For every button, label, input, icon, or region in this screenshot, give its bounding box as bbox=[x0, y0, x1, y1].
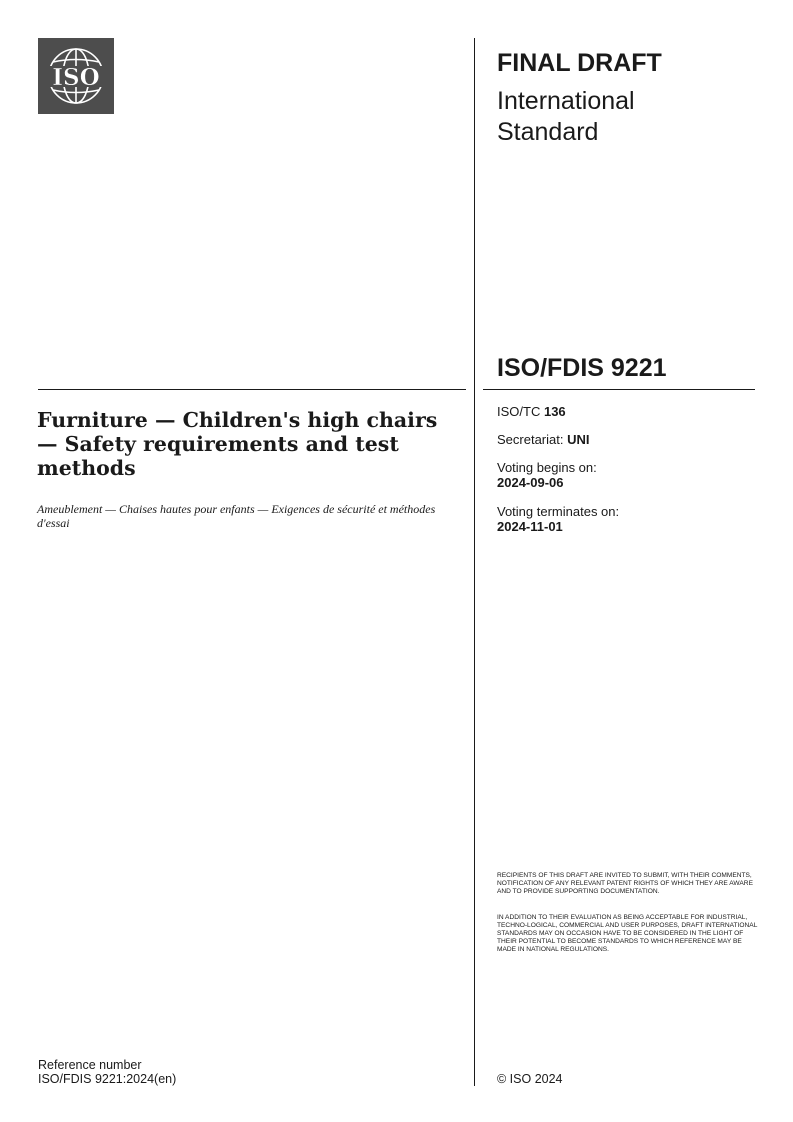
secretariat-value: UNI bbox=[567, 432, 590, 447]
iso-logo-text: ISO bbox=[52, 64, 100, 91]
document-number: ISO/FDIS 9221 bbox=[497, 354, 667, 382]
regulation-notice: IN ADDITION TO THEIR EVALUATION AS BEING ACCEPTABLE FOR INDUSTRIAL, TECHNO-LOGICAL, COMMERCIAL AND USER PURPOSES, DRAFT INTERNATIONAL STANDARDS MAY ON OCCASION HAVE TO BE CONSIDERED IN THE LIGHT OF THEIR POTENTIAL TO BECOME STANDARDS TO WHICH REFERENCE MAY BE MADE IN NATIONAL REGULATIONS. bbox=[497, 914, 758, 953]
vertical-divider bbox=[474, 38, 475, 1086]
document-status: FINAL DRAFT bbox=[497, 49, 662, 77]
patent-notice: RECIPIENTS OF THIS DRAFT ARE INVITED TO SUBMIT, WITH THEIR COMMENTS, NOTIFICATION OF ANY RELEVANT PATENT RIGHTS OF WHICH THEY ARE AWARE AND TO PROVIDE SUPPORTING DOCUMENTATION. bbox=[497, 872, 753, 895]
left-horizontal-rule bbox=[38, 389, 466, 390]
iso-globe-icon bbox=[38, 38, 114, 114]
secretariat bbox=[497, 432, 757, 447]
document-subtitle-french: Ameublement — Chaises hautes pour enfants — Exigences de sécurité et méthodes d'essai bbox=[37, 502, 436, 530]
voting-terminates bbox=[497, 504, 757, 534]
reference-number-label: Reference number bbox=[38, 1058, 142, 1072]
voting-terminates-label: Voting terminates on: bbox=[497, 504, 620, 519]
tc-label: ISO/TC bbox=[497, 404, 541, 419]
secretariat-label: Secretariat: bbox=[497, 432, 564, 447]
tc-value: 136 bbox=[543, 404, 566, 419]
voting-begins bbox=[497, 460, 757, 490]
right-horizontal-rule bbox=[483, 389, 755, 390]
copyright: © ISO 2024 bbox=[497, 1072, 563, 1086]
iso-logo bbox=[38, 38, 114, 114]
voting-begins-date: 2024-09-06 bbox=[497, 475, 564, 490]
document-title: Furniture — Children's high chairs — Safety requirements and test methods bbox=[37, 408, 438, 480]
voting-terminates-date: 2024-11-01 bbox=[497, 519, 563, 534]
document-type: International Standard bbox=[497, 87, 635, 146]
voting-begins-label: Voting begins on: bbox=[497, 460, 597, 475]
reference-number: ISO/FDIS 9221:2024(en) bbox=[38, 1072, 177, 1086]
technical-committee bbox=[497, 404, 757, 419]
